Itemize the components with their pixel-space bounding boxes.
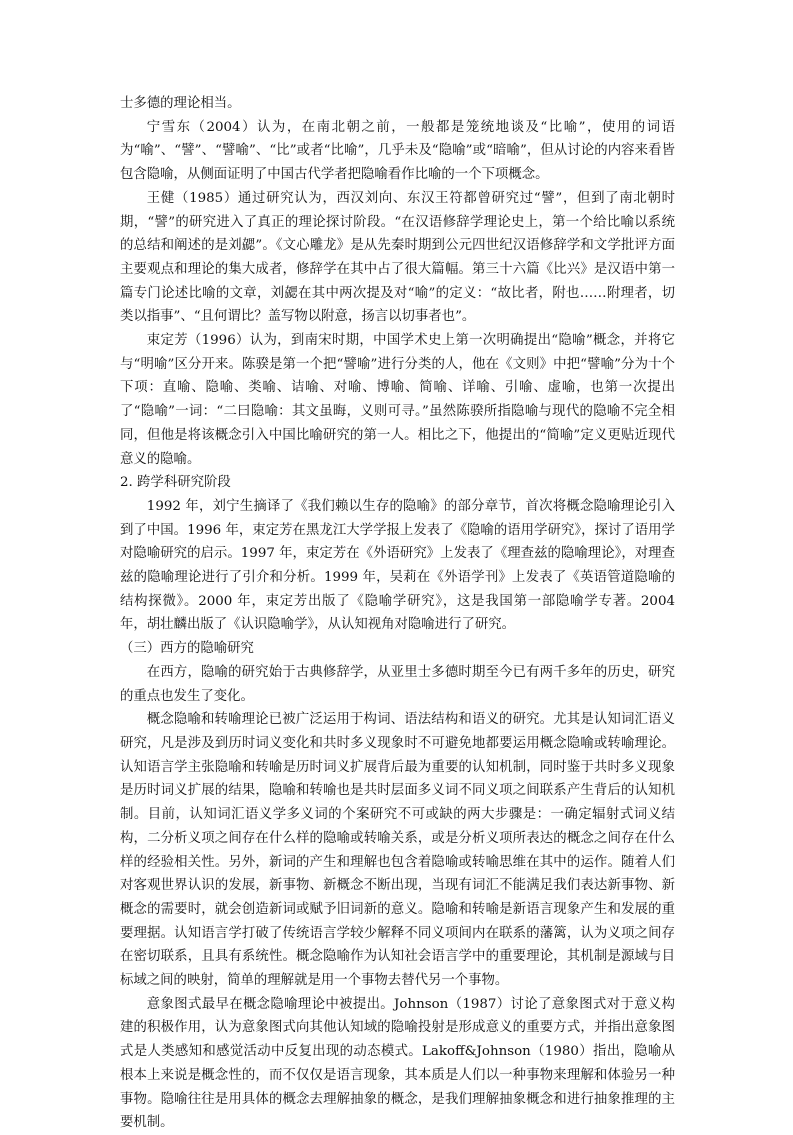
section-heading-western-research: （三）西方的隐喻研究 [120, 641, 254, 657]
section-heading-interdisciplinary: 2. 跨学科研究阶段 [120, 475, 231, 491]
document-page [120, 92, 675, 1135]
paragraph-image-schema: 意象图式最早在概念隐喻理论中被提出。Johnson（1987）讨论了意象图式对于意义构建的积极作用，认为意象图式向其他认知域的隐喻投射是形成意义的重要方式，并指出意象图式是人类感知和感觉活动中反复出现的动态模式。Lakoff&Johnson（1980）指出，隐喻从根本上来说是概念性的，而不仅仅是语言现象，其本质是人们以一种事物来理解和体验另一种事物。隐喻往往是用具体的概念去理解抽象的概念，是我们理解抽象概念和进行抽象推理的主要机制。 [120, 996, 675, 1131]
paragraph-conceptual-metaphor: 概念隐喻和转喻理论已被广泛运用于构词、语法结构和语义的研究。尤其是认知词汇语义研究，凡是涉及到历时词义变化和共时多义现象时不可避免地都要运用概念隐喻或转喻理论。认知语言学主张隐喻和转喻是历时词义扩展背后最为重要的认知机制，同时鉴于共时多义现象是历时词义扩展的结果，隐喻和转喻也是共时层面多义词不同义项之间联系产生背后的认知机制。目前，认知词汇语义学多义词的个案研究不可或缺的两大步骤是：一确定辐射式词义结构，二分析义项之间存在什么样的隐喻或转喻关系，或是分析义项所表达的概念之间存在什么样的经验相关性。另外，新词的产生和理解也包含着隐喻或转喻思维在其中的运作。随着人们对客观世界认识的发展，新事物、新概念不断出现，当现有词汇不能满足我们表达新事物、新概念的需要时，就会创造新词或赋予旧词新的意义。隐喻和转喻是新语言现象产生和发展的重要理据。认知语言学打破了传统语言学较少解释不同义项间内在联系的藩篱，认为义项之间存在密切联系，且具有系统性。概念隐喻作为认知社会语言学中的重要理论，其机制是源域与目标域之间的映射，简单的理解就是用一个事物去替代另一个事物。 [120, 712, 675, 989]
paragraph-western-intro: 在西方，隐喻的研究始于古典修辞学，从亚里士多德时期至今已有两千多年的历史，研究的重点也发生了变化。 [120, 664, 675, 704]
paragraph-shu-dingfang-1996: 束定芳（1996）认为，到南宋时期，中国学术史上第一次明确提出“隐喻”概念，并将它与“明喻”区分开来。陈骙是第一个把“譬喻”进行分类的人，他在《文则》中把“譬喻”分为十个下项：直喻、隐喻、类喻、诘喻、对喻、博喻、简喻、详喻、引喻、虚喻，也第一次提出了“隐喻”一词：“二曰隐喻：其文虽晦，义则可寻。”虽然陈骙所指隐喻与现代的隐喻不完全相同，但他是将该概念引入中国比喻研究的第一人。相比之下，他提出的“简喻”定义更贴近现代意义的隐喻。 [120, 333, 675, 467]
paragraph-interdisciplinary-timeline: 1992 年，刘宁生摘译了《我们赖以生存的隐喻》的部分章节，首次将概念隐喻理论引入到了中国。1996 年，束定芳在黑龙江大学学报上发表了《隐喻的语用学研究》，探讨了语用学对隐喻研究的启示。1997 年，束定芳在《外语研究》上发表了《理查兹的隐喻理论》，对理查兹的隐喻理论进行了引介和分析。1999 年，吴莉在《外语学刊》上发表了《英语管道隐喻的结构探微》。2000 年，束定芳出版了《隐喻学研究》，这是我国第一部隐喻学专著。2004 年，胡壮麟出版了《认识隐喻学》，从认知视角对隐喻进行了研究。 [120, 498, 675, 633]
paragraph-continuation: 士多德的理论相当。 [120, 96, 241, 111]
paragraph-wang-jian: 王健（1985）通过研究认为，西汉刘向、东汉王符都曾研究过“譬”，但到了南北朝时期，“譬”的研究进入了真正的理论探讨阶段。“在汉语修辞学理论史上，第一个给比喻以系统的总结和阐述的是刘勰”。《文心雕龙》是从先秦时期到公元四世纪汉语修辞学和文学批评方面主要观点和理论的集大成者，修辞学在其中占了很大篇幅。第三十六篇《比兴》是汉语中第一篇专门论述比喻的文章，刘勰在其中两次提及对“喻”的定义：“故比者，附也……附理者，切类以指事”、“且何谓比？盖写物以附意，扬言以切事者也”。 [120, 190, 675, 325]
paragraph-ning-xuedong: 宁雪东（2004）认为，在南北朝之前，一般都是笼统地谈及“比喻”，使用的词语为“喻”、“譬”、“譬喻”、“比”或者“比喻”，几乎未及“隐喻”或“暗喻”，但从讨论的内容来看皆包含隐喻，从侧面证明了中国古代学者把隐喻看作比喻的一个下项概念。 [120, 119, 675, 183]
